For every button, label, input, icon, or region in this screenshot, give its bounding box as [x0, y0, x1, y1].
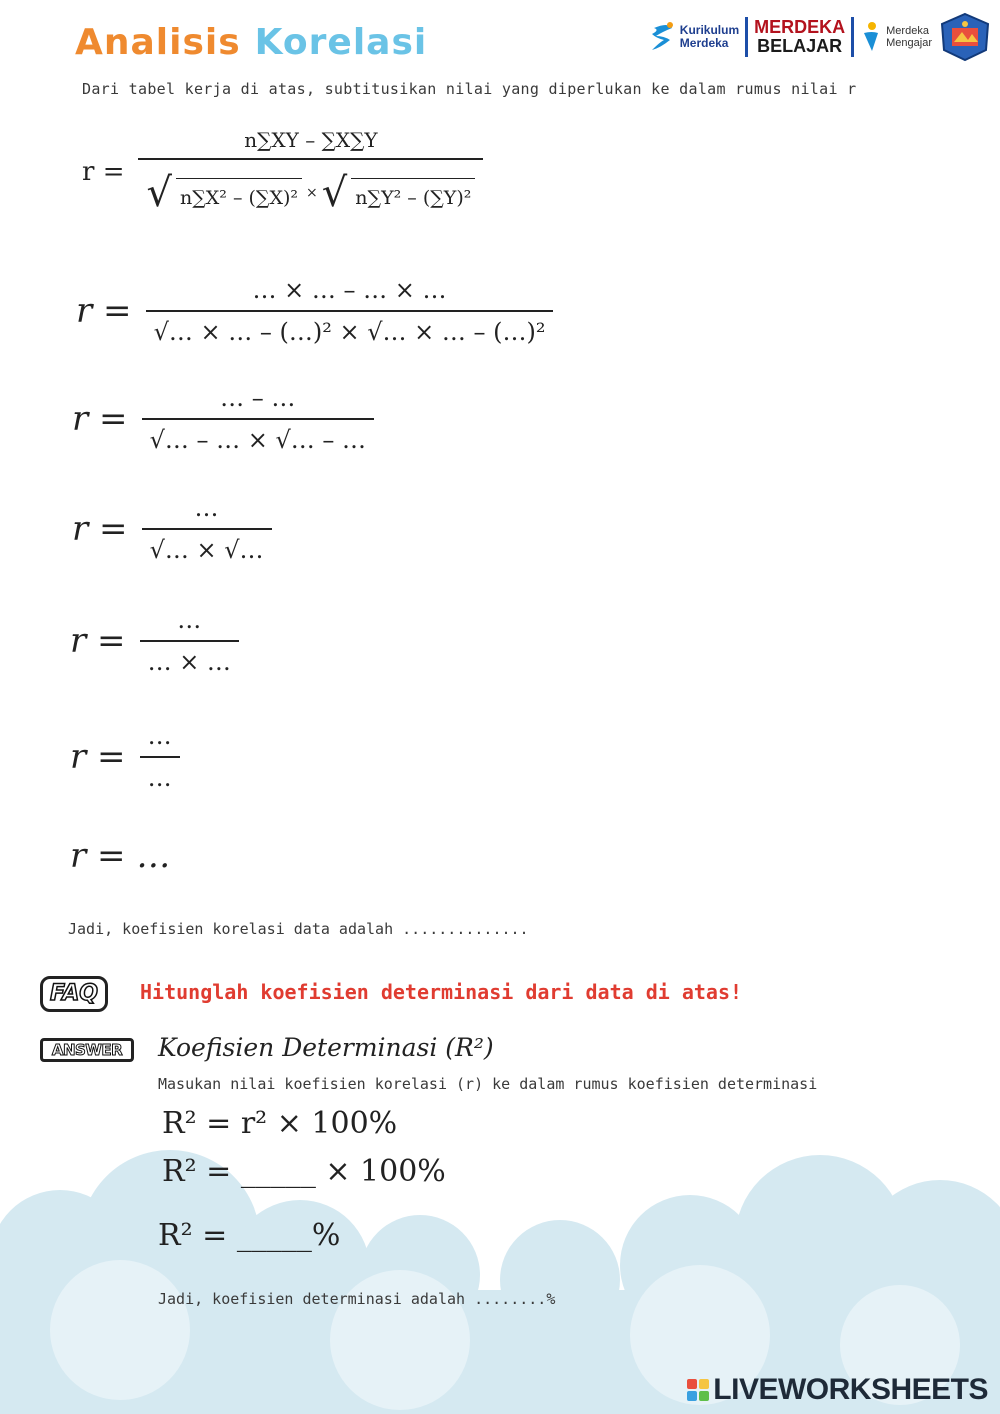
intro-instruction: Dari tabel kerja di atas, subtitusikan nilai yang diperlukan ke dalam rumus nilai r — [82, 80, 857, 98]
step-numerator: … — [147, 722, 172, 750]
step-lhs: r = — [72, 509, 128, 549]
step-1-formula — [76, 276, 553, 346]
step-5-formula — [70, 722, 180, 792]
step-denominator: √… × √… — [142, 528, 272, 564]
header-logos — [650, 12, 992, 62]
determinasi-conclusion: Jadi, koefisien determinasi adalah ........% — [158, 1290, 556, 1308]
r2-formula-line3: R² = _____% — [158, 1218, 341, 1253]
correlation-conclusion: Jadi, koefisien korelasi data adalah .............. — [68, 920, 529, 938]
school-emblem-icon — [938, 12, 992, 62]
final-r-step: r = … — [70, 836, 171, 876]
mengajar-line2: Mengajar — [886, 37, 932, 49]
title-word-analisis: Analisis — [75, 22, 241, 63]
r2-formula-line1: R² = r² × 100% — [162, 1106, 398, 1141]
kurikulum-merdeka-logo — [650, 20, 739, 54]
step-denominator: √… × … – (…)² × √… × … – (…)² — [146, 310, 554, 346]
step-4-formula — [70, 606, 239, 676]
logo-divider — [745, 17, 748, 57]
merdeka-belajar-logo — [754, 18, 845, 56]
faq-badge: FAQ — [40, 976, 108, 1012]
main-formula-lhs: r = — [82, 157, 125, 187]
merdeka-belajar-line2: BELAJAR — [757, 36, 843, 56]
faq-question: Hitunglah koefisien determinasi dari data di atas! — [140, 980, 743, 1004]
answer-badge: ANSWER — [40, 1038, 134, 1062]
main-formula-den-part2: n∑Y² – (∑Y)² — [351, 178, 475, 209]
main-formula-numerator: n∑XY – ∑X∑Y — [244, 128, 378, 152]
liveworksheets-text: LIVEWORKSHEETS — [713, 1373, 988, 1406]
step-denominator: … × … — [140, 640, 239, 676]
logo-divider — [851, 17, 854, 57]
merdeka-belajar-line1: MERDEKA — [754, 17, 846, 37]
step-3-formula — [72, 494, 272, 564]
step-2-formula — [72, 384, 374, 454]
main-formula-times: × — [306, 185, 318, 201]
liveworksheets-logo — [687, 1373, 988, 1407]
step-lhs: r = — [70, 621, 126, 661]
page-title — [75, 22, 427, 63]
kurikulum-line1: Kurikulum — [679, 23, 740, 37]
r2-formula-line2: R² = _____ × 100% — [162, 1154, 446, 1189]
main-formula — [82, 128, 483, 216]
liveworksheets-grid-icon — [687, 1379, 709, 1401]
step-numerator: … × … – … × … — [252, 276, 447, 304]
main-formula-fraction — [138, 128, 483, 216]
step-numerator: … – … — [220, 384, 296, 412]
sqrt-icon: √ — [321, 170, 348, 216]
step-lhs: r = — [70, 737, 126, 777]
step-denominator: … — [140, 756, 180, 792]
step-lhs: r = — [76, 291, 132, 331]
main-formula-den-part1: n∑X² – (∑X)² — [176, 178, 302, 209]
merdeka-mengajar-logo — [860, 21, 932, 53]
step-lhs: r = — [72, 399, 128, 439]
kurikulum-swoosh-icon — [650, 20, 676, 54]
person-figure-icon — [860, 21, 882, 53]
kurikulum-line2: Merdeka — [679, 36, 729, 50]
mengajar-line1: Merdeka — [886, 25, 929, 37]
determinasi-title: Koefisien Determinasi (R²) — [158, 1033, 494, 1062]
step-denominator: √… – … × √… – … — [142, 418, 374, 454]
title-word-korelasi: Korelasi — [254, 22, 428, 63]
step-numerator: … — [194, 494, 219, 522]
step-numerator: … — [177, 606, 202, 634]
sqrt-icon: √ — [146, 170, 172, 216]
determinasi-instruction: Masukan nilai koefisien korelasi (r) ke dalam rumus koefisien determinasi — [158, 1075, 818, 1093]
